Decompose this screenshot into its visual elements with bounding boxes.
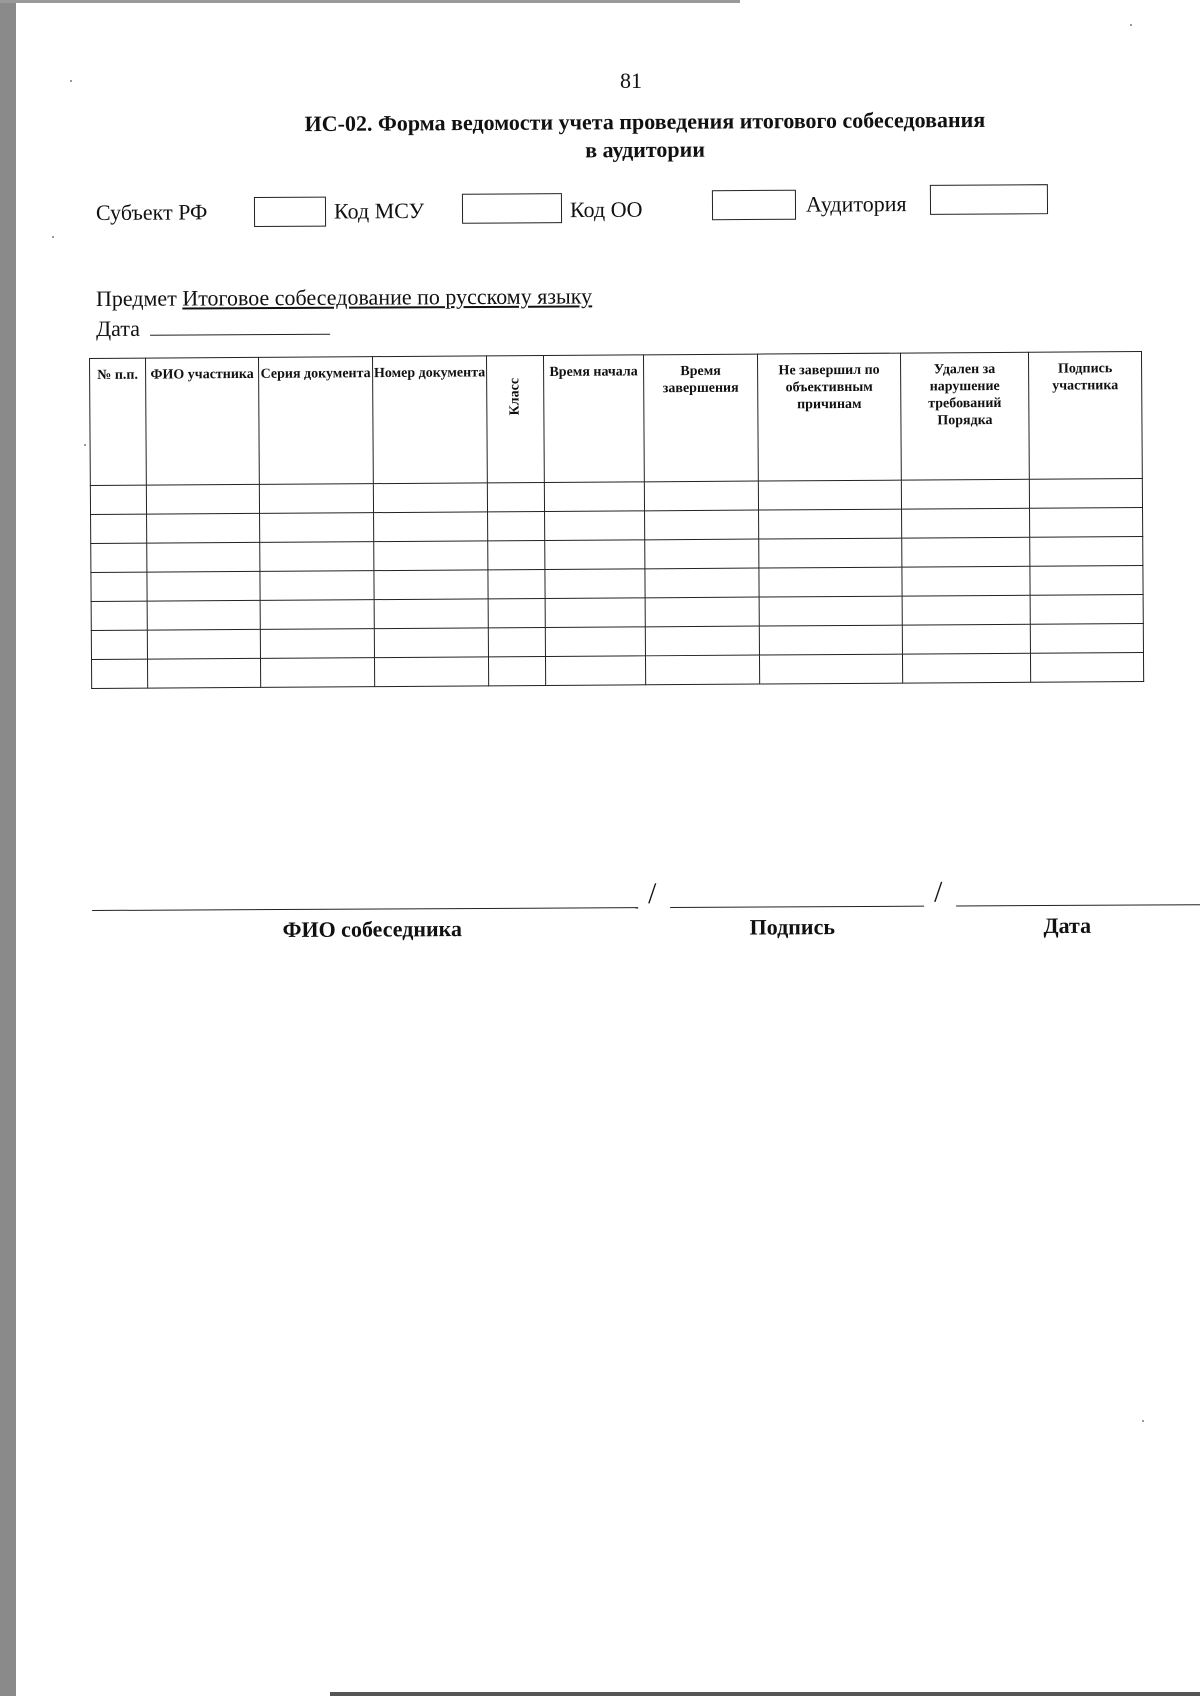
msu-code-box[interactable] [462,193,562,224]
header-series: Серия документа [258,357,373,485]
table-cell[interactable] [488,569,545,598]
page-number: 81 [620,68,642,93]
auditorium-box[interactable] [930,184,1048,215]
title-line-2: в аудитории [585,136,706,163]
separator-slash-1: / [647,877,657,911]
table-cell[interactable] [902,653,1030,683]
table-cell[interactable] [147,658,260,688]
table-cell[interactable] [759,567,902,597]
interviewer-label: ФИО собеседника [282,916,463,943]
table-cell[interactable] [90,485,146,514]
table-cell[interactable] [147,513,260,543]
subject-line [96,281,592,314]
table-cell[interactable] [645,626,759,656]
table-cell[interactable] [544,482,644,512]
table-cell[interactable] [902,508,1030,538]
table-cell[interactable] [488,656,545,685]
scan-speck [1130,24,1132,26]
table-cell[interactable] [374,628,488,658]
scan-speck [52,236,54,238]
table-cell[interactable] [488,627,545,656]
table-cell[interactable] [488,511,545,540]
scan-speck [1142,1420,1144,1422]
table-cell[interactable] [487,482,544,511]
table-cell[interactable] [91,514,147,543]
table-header-row [90,352,1143,486]
date-sign-line[interactable] [956,904,1200,906]
table-cell[interactable] [758,480,901,510]
table-cell[interactable] [645,597,759,627]
table-cell[interactable] [1030,537,1143,567]
table-cell[interactable] [1029,479,1142,509]
date-label: Дата [96,315,141,341]
signature-block [92,874,1200,943]
date-sign-label: Дата [1043,912,1092,939]
table-cell[interactable] [545,540,645,570]
scan-bottom-edge [330,1692,1200,1696]
signature-line[interactable] [670,906,924,908]
table-cell[interactable] [759,625,902,655]
scan-edge [0,0,16,1696]
table-cell[interactable] [91,630,147,659]
title-line-1: ИС-02. Форма ведомости учета проведения итогового собеседования [304,106,986,137]
date-line-row [96,311,592,344]
table-cell[interactable] [545,656,645,686]
interviewer-name-line[interactable] [92,907,638,911]
table-cell[interactable] [488,598,545,627]
table-cell[interactable] [374,541,488,571]
codes-row [96,184,1096,230]
signature-label: Подпись [749,914,835,940]
table-cell[interactable] [91,543,147,572]
table-cell[interactable] [645,510,759,540]
table-cell[interactable] [902,624,1030,654]
table-cell[interactable] [147,571,260,601]
table-row [91,653,1143,689]
table-cell[interactable] [545,569,645,599]
oo-code-box[interactable] [712,190,796,221]
table-cell[interactable] [374,570,488,600]
table-cell[interactable] [902,595,1030,625]
table-cell[interactable] [759,538,902,568]
table-cell[interactable] [645,539,759,569]
table-cell[interactable] [91,659,147,688]
scan-top-edge [0,0,740,3]
table-cell[interactable] [260,542,374,572]
table-cell[interactable] [374,657,488,687]
table-cell[interactable] [1030,624,1143,654]
record-table-wrap [89,351,1144,689]
table-cell[interactable] [545,511,645,541]
table-cell[interactable] [645,655,759,685]
table-cell[interactable] [644,481,758,511]
table-cell[interactable] [1030,653,1143,683]
table-cell[interactable] [260,571,374,601]
msu-code-label: Код МСУ [333,197,425,224]
scan-speck [70,80,72,82]
table-cell[interactable] [374,599,488,629]
header-signature: Подпись участника [1028,352,1142,480]
table-cell[interactable] [146,484,259,514]
date-field[interactable] [150,316,330,336]
table-cell[interactable] [260,600,374,630]
table-cell[interactable] [374,512,488,542]
oo-code-label: Код ОО [569,196,643,223]
header-class-text: Класс [507,377,523,416]
table-cell[interactable] [759,654,902,684]
table-cell[interactable] [545,627,645,657]
table-cell[interactable] [91,601,147,630]
table-cell[interactable] [91,572,147,601]
table-cell[interactable] [260,629,374,659]
table-cell[interactable] [1030,566,1143,596]
header-end: Время завершения [643,354,758,482]
separator-slash-2: / [933,875,943,909]
table-cell[interactable] [488,540,545,569]
header-removed: Удален за нарушение требований Порядка [900,352,1029,480]
table-cell[interactable] [759,509,902,539]
table-cell[interactable] [645,568,759,598]
table-cell[interactable] [759,596,902,626]
table-cell[interactable] [1030,508,1143,538]
table-cell[interactable] [901,479,1029,509]
table-cell[interactable] [545,598,645,628]
header-class [486,355,544,482]
table-cell[interactable] [147,600,260,630]
subject-label: Предмет [95,285,177,312]
table-cell[interactable] [259,484,373,514]
subject-rf-label: Субъект РФ [95,199,208,225]
header-fio: ФИО участника [146,357,260,485]
table-cell[interactable] [902,566,1030,596]
header-num: № п.п. [90,358,147,485]
header-start: Время начала [543,355,644,483]
table-cell[interactable] [1030,595,1143,625]
document-title [200,105,1090,166]
table-cell[interactable] [147,629,260,659]
header-doc-number: Номер документа [372,356,487,484]
scan-speck [84,444,86,446]
subject-value: Итоговое собеседование по русскому языку [182,283,593,311]
header-not-completed: Не завершил по объективным причинам [757,353,901,481]
subject-rf-box[interactable] [254,197,326,227]
table-body [90,479,1143,689]
auditorium-label: Аудитория [805,191,907,217]
table-cell[interactable] [260,513,374,543]
subject-block [96,281,593,344]
table-cell[interactable] [902,537,1030,567]
table-cell[interactable] [147,542,260,572]
table-cell[interactable] [373,483,487,513]
table-cell[interactable] [260,658,374,688]
record-table [89,351,1144,689]
